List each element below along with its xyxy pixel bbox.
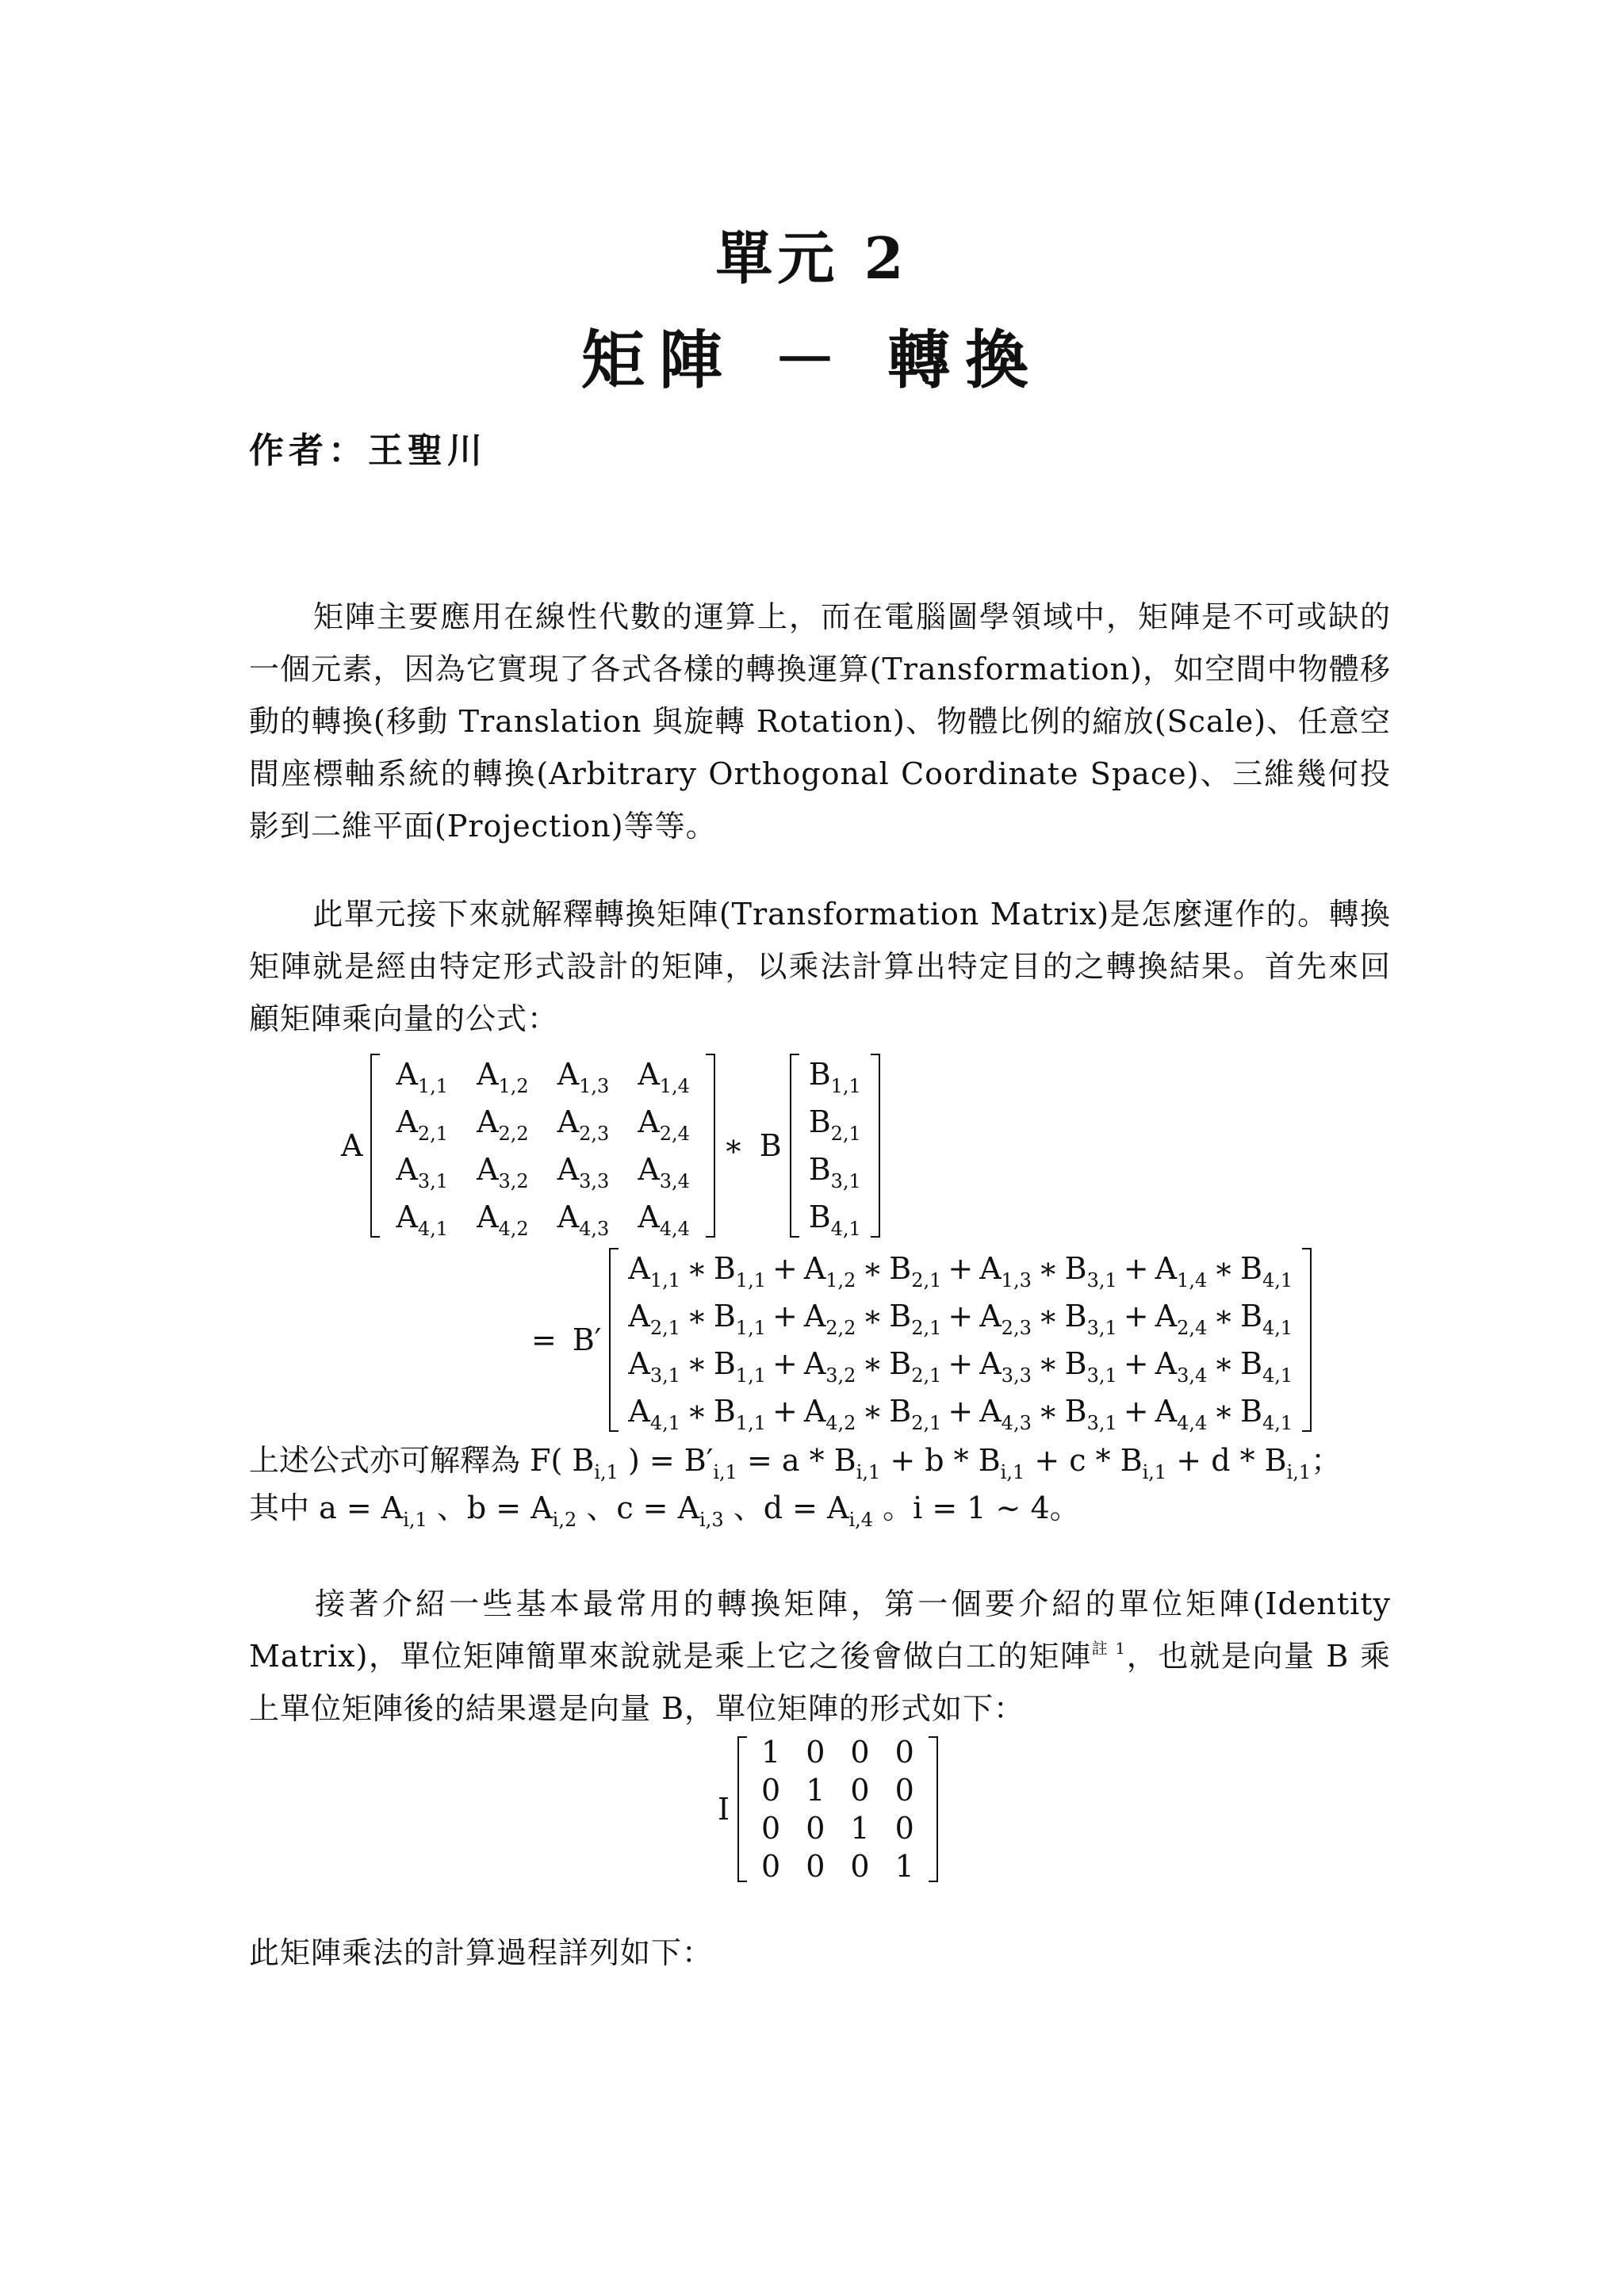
expanded-result-row: $A_{2,1}$ ∗ $B_{1,1} + A_{2,2}$ ∗ $B_{2,1} + A_{2,3}$ ∗ $B_{3,1} + A_{2,4}$ ∗ $B_{4,1}$	[628, 1299, 1293, 1339]
matrix-vector-equation	[333, 1050, 880, 1241]
vector-bprime-label: B′	[572, 1322, 602, 1357]
vector-b-cell: $B_{3,1}$	[808, 1152, 861, 1192]
identity-cell: 0	[894, 1735, 914, 1770]
formula-expression: F( $B_{i,1}$ ) = $B'_{i,1} = a * B_{i,1} + b * B_{i,1} + c * B_{i,1} + d * B_{i,1}$	[530, 1443, 1312, 1483]
vector-b	[790, 1050, 880, 1241]
identity-cell: 0	[806, 1849, 825, 1884]
identity-cell: 1	[894, 1849, 914, 1884]
vector-b-cell: $B_{1,1}$	[808, 1057, 861, 1097]
transformation-paragraph	[249, 888, 1391, 1045]
identity-cell: 1	[850, 1811, 870, 1846]
matrix-a-cell: $A_{2,3}$	[557, 1104, 610, 1145]
identity-matrix	[737, 1733, 938, 1885]
identity-cell: 0	[761, 1849, 781, 1884]
identity-paragraph-text-a: 接著介紹一些基本最常用的轉換矩陣，第一個要介紹的單位矩陣(Identity Matrix)，單位矩陣簡單來說就是乘上它之後會做白工的矩陣	[249, 1586, 1391, 1674]
coefficient-expression: $a = A_{i,1}$ 、$b = A_{i,2}$ 、$c = A_{i,3}$ 、$d = A_{i,4}$ 。i = 1 ~ 4。	[319, 1490, 1080, 1531]
identity-cell: 0	[850, 1735, 870, 1770]
identity-cell: 0	[761, 1773, 781, 1808]
formula-suffix: ；	[1311, 1443, 1342, 1478]
matrix-a-cell: $A_{2,1}$	[396, 1104, 449, 1145]
matrix-a-cell: $A_{2,4}$	[638, 1104, 690, 1145]
intro-paragraph-text: 矩陣主要應用在線性代數的運算上，而在電腦圖學領域中，矩陣是不可或缺的一個元素，因為它實現了各式各樣的轉換運算(Transformation)，如空間中物體移動的轉換(移動 Translation 與旋轉 Rotation)、物體比例的縮放(Scale)、任意空間座標軸系統的轉換(Arbitrary Orthogonal Coordinate Space)、三維幾何投影到二維平面(Projection)等等。	[249, 599, 1391, 844]
matrix-a-cell: $A_{1,4}$	[638, 1057, 690, 1097]
calculation-intro-line: 此矩陣乘法的計算過程詳列如下：	[249, 1935, 714, 1970]
matrix-a-cell: $A_{1,2}$	[477, 1057, 529, 1097]
expanded-result-row: $A_{4,1}$ ∗ $B_{1,1} + A_{4,2}$ ∗ $B_{2,1} + A_{4,3}$ ∗ $B_{3,1} + A_{4,4}$ ∗ $B_{4,1}$	[628, 1394, 1293, 1434]
formula-prefix: 上述公式亦可解釋為	[249, 1443, 521, 1478]
identity-matrix-equation	[710, 1733, 938, 1885]
matrix-a-cell: $A_{4,2}$	[477, 1200, 529, 1240]
matrix-a-cell: $A_{4,3}$	[557, 1200, 610, 1240]
author-line: 作者：王聖川	[249, 430, 487, 471]
coefficient-definition-line	[249, 1484, 1391, 1532]
identity-cell: 0	[850, 1773, 870, 1808]
identity-cell: 1	[806, 1773, 825, 1808]
matrix-a-cell: $A_{3,4}$	[638, 1152, 690, 1192]
expanded-result-row: $A_{1,1}$ ∗ $B_{1,1} + A_{1,2}$ ∗ $B_{2,1} + A_{1,3}$ ∗ $B_{3,1} + A_{1,4}$ ∗ $B_{4,1}$	[628, 1251, 1293, 1292]
identity-cell: 0	[806, 1735, 825, 1770]
transformation-paragraph-text: 此單元接下來就解釋轉換矩陣(Transformation Matrix)是怎麼運作的。轉換矩陣就是經由特定形式設計的矩陣，以乘法計算出特定目的之轉換結果。首先來回顧矩陣乘向量的公式：	[249, 897, 1391, 1036]
identity-cell: 0	[894, 1811, 914, 1846]
matrix-a-cell: $A_{3,2}$	[477, 1152, 529, 1192]
matrix-a-cell: $A_{4,4}$	[638, 1200, 690, 1240]
expanded-result-vector	[609, 1245, 1312, 1435]
matrix-a-cell: $A_{4,1}$	[396, 1200, 449, 1240]
identity-cell: 0	[850, 1849, 870, 1884]
expanded-result-equation	[523, 1245, 1312, 1435]
matrix-a-cell: $A_{3,1}$	[396, 1152, 449, 1192]
equals-sign: =	[531, 1322, 557, 1357]
matrix-a-cell: $A_{2,2}$	[477, 1104, 529, 1145]
identity-cell: 1	[761, 1735, 781, 1770]
identity-cell: 0	[894, 1773, 914, 1808]
vector-b-cell: $B_{2,1}$	[808, 1104, 861, 1145]
vector-b-cell: $B_{4,1}$	[808, 1200, 861, 1240]
matrix-a	[370, 1050, 715, 1241]
unit-heading: 單元 2	[715, 224, 909, 292]
identity-label: I	[718, 1792, 730, 1827]
matrix-a-cell: $A_{1,3}$	[557, 1057, 610, 1097]
matrix-a-cell: $A_{3,3}$	[557, 1152, 610, 1192]
matrix-a-cell: $A_{1,1}$	[396, 1057, 449, 1097]
multiply-sign: ∗	[722, 1128, 744, 1163]
vector-b-label: B	[759, 1128, 782, 1163]
matrix-a-label: A	[341, 1128, 363, 1163]
expanded-result-row: $A_{3,1}$ ∗ $B_{1,1} + A_{3,2}$ ∗ $B_{2,1} + A_{3,3}$ ∗ $B_{3,1} + A_{3,4}$ ∗ $B_{4,1}$	[628, 1346, 1293, 1387]
footnote-marker: 註 1	[1091, 1639, 1127, 1658]
identity-cell: 0	[761, 1811, 781, 1846]
intro-paragraph	[249, 591, 1391, 852]
identity-cell: 0	[806, 1811, 825, 1846]
page-title: 矩陣 － 轉換	[581, 323, 1043, 397]
identity-paragraph-text-b: ，也就是向量 B 乘上單位矩陣後的結果還是向量 B，單位矩陣的形式如下：	[249, 1639, 1391, 1726]
identity-paragraph	[249, 1578, 1391, 1735]
coefficient-prefix: 其中	[249, 1490, 310, 1525]
function-formula-line	[249, 1437, 1391, 1484]
